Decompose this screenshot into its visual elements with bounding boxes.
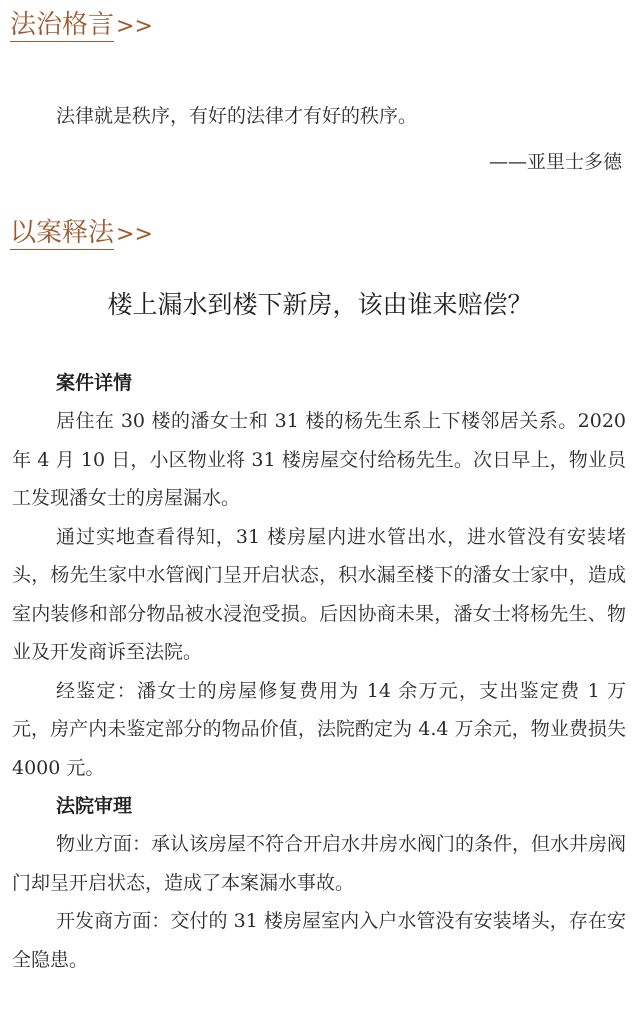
maxim-author: ——亚里士多德: [488, 151, 622, 173]
section-heading-case-study: [10, 218, 153, 250]
maxim-quote: 法律就是秩序，有好的法律才有好的秩序。: [56, 105, 418, 127]
case-paragraph: 居住在 30 楼的潘女士和 31 楼的杨先生系上下楼邻居关系。2020 年 4 月 10 日，小区物业将 31 楼房屋交付给杨先生。次日早上，物业员工发现潘女士的房屋漏水。: [12, 410, 626, 509]
article-body: [12, 364, 626, 979]
section-title: 法治格言: [10, 10, 115, 40]
case-details-heading: 案件详情: [56, 372, 133, 394]
section-title: 以案释法: [10, 218, 115, 248]
court-review-heading: 法院审理: [56, 795, 133, 817]
court-paragraph: 物业方面：承认该房屋不符合开启水井房水阀门的条件，但水井房阀门却呈开启状态，造成了本案漏水事故。: [12, 833, 627, 894]
article-title: 楼上漏水到楼下新房，该由谁来赔偿？: [107, 290, 533, 319]
section-heading-legal-maxim: [10, 10, 153, 42]
case-paragraph: 通过实地查看得知，31 楼房屋内进水管出水，进水管没有安装堵头，杨先生家中水管阀门呈开启状态，积水漏至楼下的潘女士家中，造成室内装修和部分物品被水浸泡受损。后因协商未果，潘女士将杨先生、物业及开发商诉至法院。: [12, 525, 626, 663]
double-chevron-icon: >>: [116, 222, 153, 247]
court-paragraph: 开发商方面：交付的 31 楼房屋室内入户水管没有安装堵头，存在安全隐患。: [12, 910, 626, 971]
double-chevron-icon: >>: [116, 14, 153, 39]
case-paragraph: 经鉴定：潘女士的房屋修复费用为 14 余万元，支出鉴定费 1 万元，房产内未鉴定部分的物品价值，法院酌定为 4.4 万余元，物业费损失 4000 元。: [12, 679, 626, 779]
